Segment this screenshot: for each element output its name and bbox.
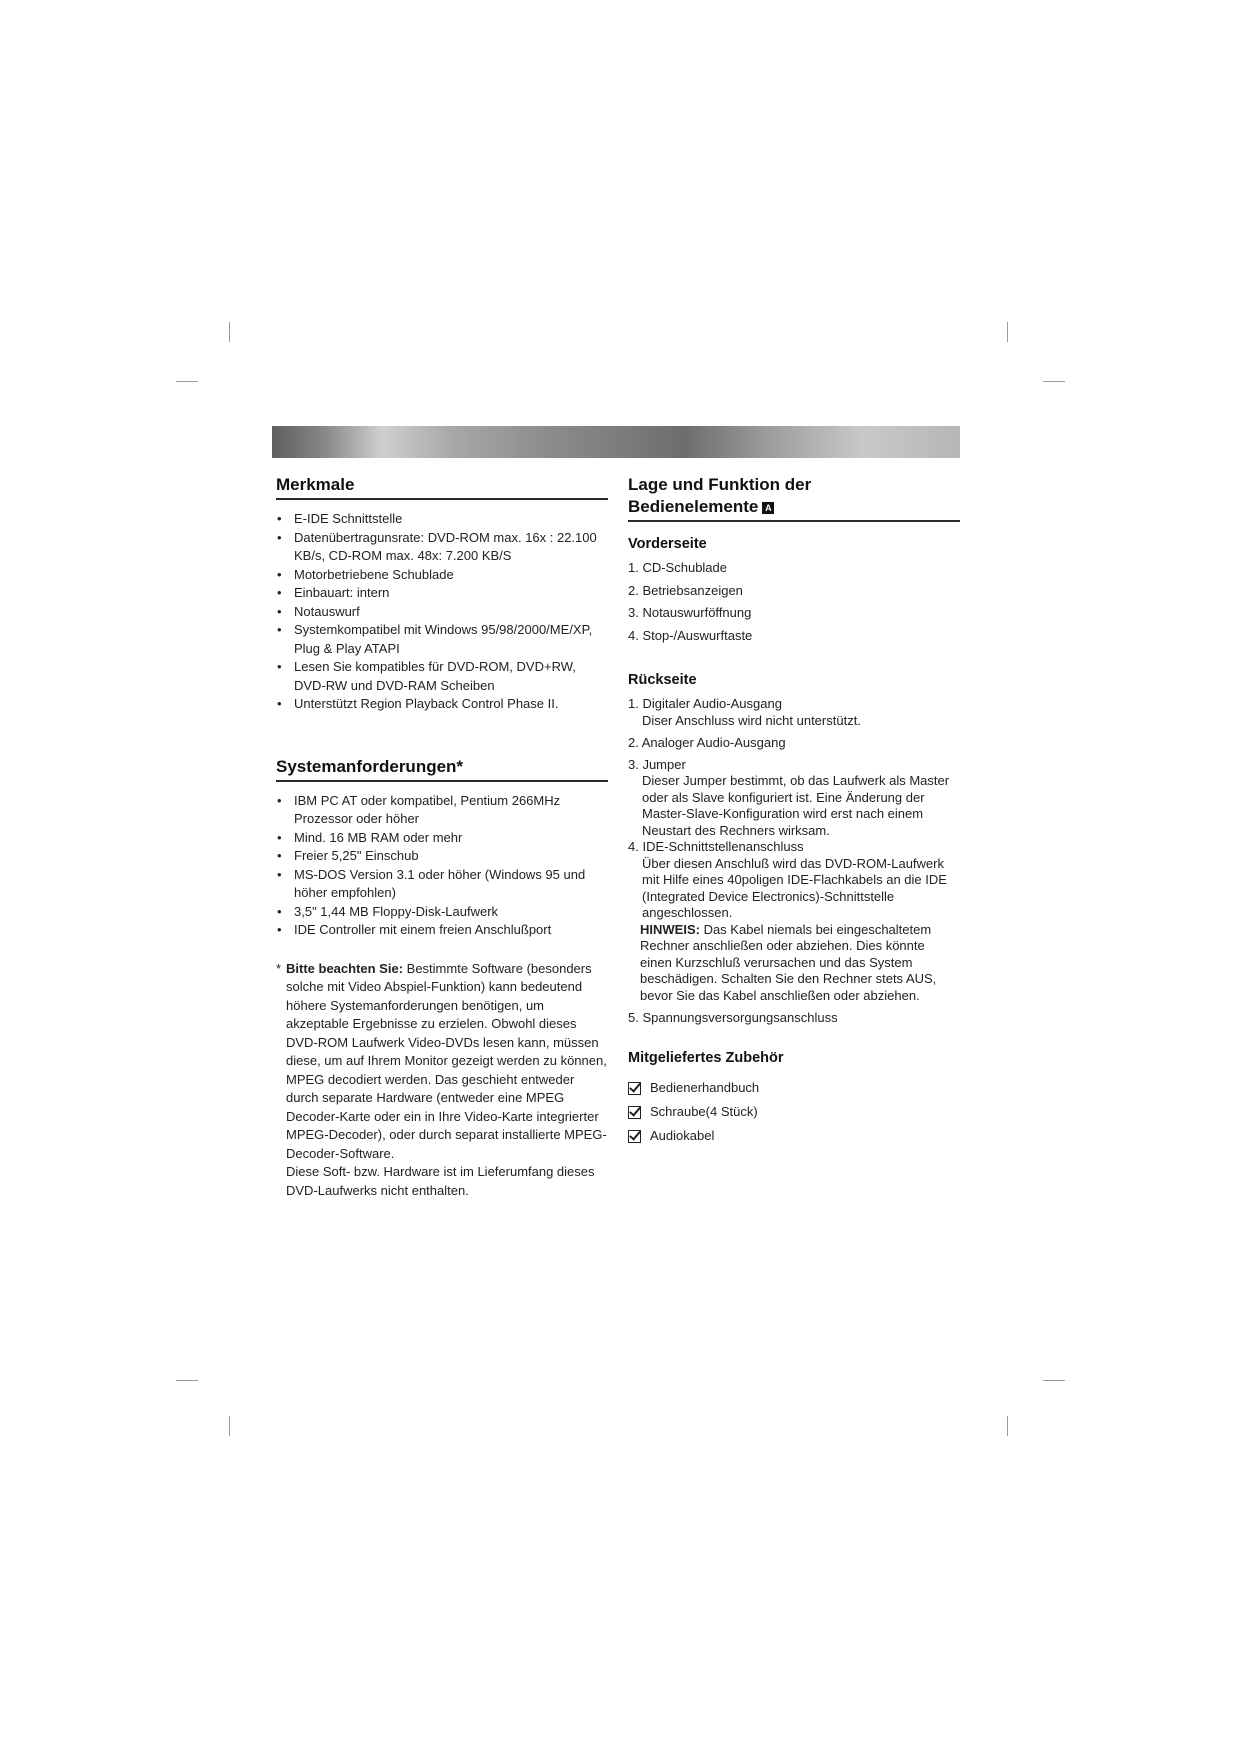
accessory-label: Schraube(4 Stück) <box>650 1104 758 1119</box>
list-item: • Unterstützt Region Playback Control Phase II. <box>276 695 608 714</box>
list-item: 1. CD-Schublade <box>628 560 727 575</box>
list-item: • E-IDE Schnittstelle <box>276 510 608 529</box>
requirements-list <box>276 792 608 940</box>
crop-mark <box>176 1380 198 1381</box>
list-item <box>628 839 960 1004</box>
list-item <box>628 1076 960 1100</box>
front-heading: Vorderseite <box>628 536 707 552</box>
rear-item-1-desc: Diser Anschluss wird nicht unterstützt. <box>642 712 861 728</box>
front-list <box>628 560 960 644</box>
list-item: • Einbauart: intern <box>276 584 608 603</box>
accessory-label: Audiokabel <box>650 1128 715 1143</box>
list-item <box>628 1100 960 1124</box>
list-item <box>628 735 960 752</box>
list-item: • Motorbetriebene Schublade <box>276 566 608 585</box>
crop-mark <box>1007 1416 1008 1436</box>
list-item: • Mind. 16 MB RAM oder mehr <box>276 829 608 848</box>
list-item: • MS-DOS Version 3.1 oder höher (Windows 95 und höher empfohlen) <box>276 866 608 903</box>
features-heading: Merkmale <box>276 474 608 500</box>
list-item: • IDE Controller mit einem freien Anschlußport <box>276 921 608 940</box>
rear-item-4: 4. IDE-Schnittstellenanschluss <box>628 839 804 854</box>
list-item: 2. Betriebsanzeigen <box>628 582 743 598</box>
accessories-list <box>628 1076 960 1148</box>
accessories-heading: Mitgeliefertes Zubehör <box>628 1050 784 1066</box>
checkbox-checked-icon <box>628 1130 641 1143</box>
crop-mark <box>1043 1380 1065 1381</box>
checkbox-checked-icon <box>628 1106 641 1119</box>
list-item <box>628 1124 960 1148</box>
list-item: • IBM PC AT oder kompatibel, Pentium 266MHz Prozessor oder höher <box>276 792 608 829</box>
controls-heading <box>628 474 960 522</box>
left-column <box>276 474 608 1200</box>
rear-item-4-desc: Über diesen Anschluß wird das DVD-ROM-Laufwerk mit Hilfe eines 40poligen IDE-Flachkabels an die IDE (Integrated Device Electronics)-Schnittstelle angeschlossen. <box>642 855 947 920</box>
rear-item-3: 3. Jumper <box>628 756 686 772</box>
hinweis-label: HINWEIS: <box>640 921 700 937</box>
requirements-heading: Systemanforderungen* <box>276 756 608 782</box>
crop-mark <box>229 1416 230 1436</box>
list-item <box>628 1010 960 1027</box>
crop-mark <box>176 381 198 382</box>
list-item: • Freier 5,25" Einschub <box>276 847 608 866</box>
rear-heading: Rückseite <box>628 672 697 688</box>
list-item: • Datenübertragunsrate: DVD-ROM max. 16x : 22.100 KB/s, CD-ROM max. 48x: 7.200 KB/S <box>276 529 608 566</box>
crop-mark <box>229 322 230 342</box>
checkbox-checked-icon <box>628 1082 641 1095</box>
list-item: • Notauswurf <box>276 603 608 622</box>
controls-heading-line2: Bedienelemente <box>628 497 759 516</box>
rear-item-3-desc: Dieser Jumper bestimmt, ob das Laufwerk als Master oder als Slave konfiguriert ist. Eine Änderung der Master-Slave-Konfiguration wird erst nach einem Neustart des Rechners wirksam. <box>642 773 950 838</box>
hinweis-text: Das Kabel niemals bei eingeschaltetem Rechner anschließen oder abziehen. Dies könnte einen Kurzschluß verursachen und das System beschädigen. Schalten Sie den Rechner stets AUS, bevor Sie das Kabel anschließen oder abziehen. <box>640 921 937 1003</box>
figure-badge: A <box>762 502 774 514</box>
list-item <box>628 696 960 729</box>
features-list <box>276 510 608 714</box>
note-text-2: Diese Soft- bzw. Hardware ist im Lieferumfang dieses DVD-Laufwerks nicht enthalten. <box>286 1164 595 1198</box>
right-column <box>628 474 960 1148</box>
note-label: Bitte beachten Sie: <box>286 960 404 976</box>
requirements-note <box>276 960 608 1201</box>
list-item: • Systemkompatibel mit Windows 95/98/2000/ME/XP, Plug & Play ATAPI <box>276 621 608 658</box>
controls-heading-line1: Lage und Funktion der <box>628 475 812 494</box>
rear-item-1: 1. Digitaler Audio-Ausgang <box>628 696 782 711</box>
note-text: Bestimmte Software (besonders solche mit Video Abspiel-Funktion) kann bedeutend höhere Systemanforderungen benötigen, um akzeptable Ergebnisse zu erzielen. Obwohl dieses DVD-ROM Laufwerk Video-DVDs lesen kann, müssen diese, um auf Ihrem Monitor gezeigt werden zu können, MPEG decodiert werden. Das geschieht entweder durch separate Hardware (entweder eine MPEG Decoder-Karte oder ein in Ihre Video-Karte integrierter MPEG-Decoder), oder durch separat installierte MPEG-Decoder-Software. <box>286 960 607 1161</box>
hinweis-note <box>628 922 960 1005</box>
header-banner <box>272 426 960 458</box>
rear-item-2: 2. Analoger Audio-Ausgang <box>628 734 786 750</box>
accessory-label: Bedienerhandbuch <box>650 1080 760 1095</box>
list-item: • Lesen Sie kompatibles für DVD-ROM, DVD+RW, DVD-RW und DVD-RAM Scheiben <box>276 658 608 695</box>
note-asterisk: * <box>276 960 282 976</box>
list-item: • 3,5" 1,44 MB Floppy-Disk-Laufwerk <box>276 903 608 922</box>
crop-mark <box>1043 381 1065 382</box>
list-item: 4. Stop-/Auswurftaste <box>628 627 753 643</box>
rear-list <box>628 696 960 1026</box>
list-item <box>628 757 960 840</box>
crop-mark <box>1007 322 1008 342</box>
rear-item-5: 5. Spannungsversorgungsanschluss <box>628 1009 838 1025</box>
list-item: 3. Notauswurföffnung <box>628 605 752 620</box>
